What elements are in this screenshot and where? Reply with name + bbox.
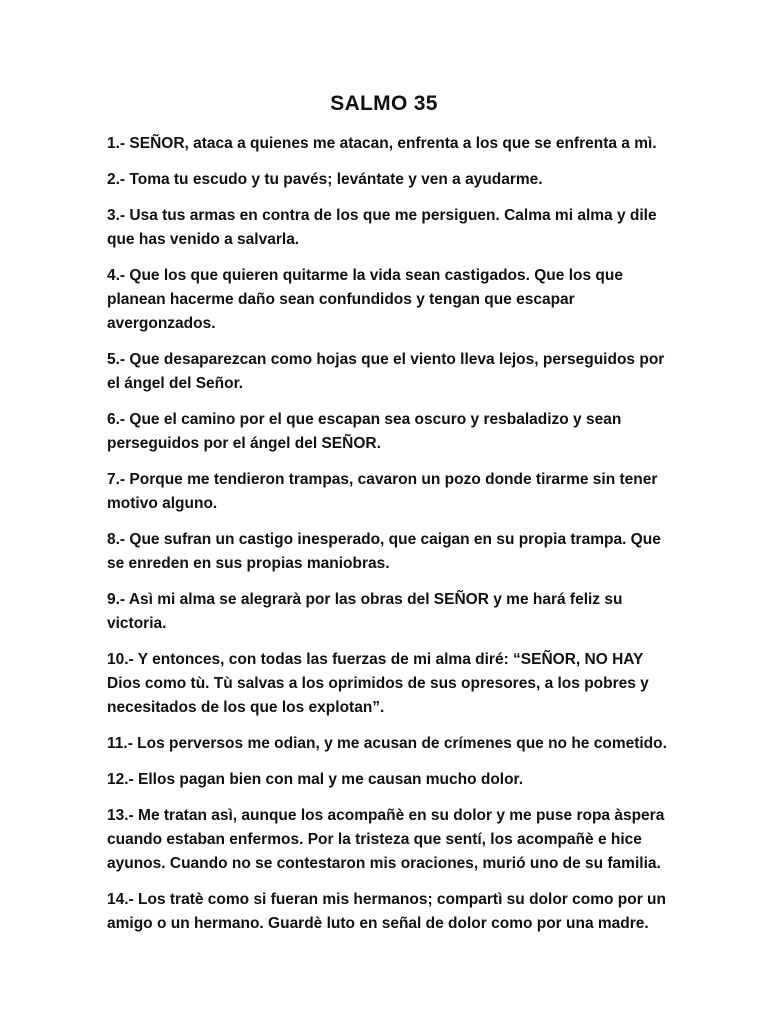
verse-text: Me tratan asì, aunque los acompañè en su dolor y me puse ropa àspera cuando estaban enfermos. Por la tristeza que sentí, los acompañè e hice ayunos. Cuando no se contestaron mis oraciones, murió uno de su familia. (107, 807, 665, 872)
verse-9 (107, 588, 667, 636)
verse-13 (107, 804, 667, 876)
verse-number: 7.- (107, 471, 126, 488)
verse-12 (107, 768, 667, 792)
verse-number: 11.- (107, 735, 133, 752)
verse-6 (107, 408, 667, 456)
verse-number: 10.- (107, 651, 134, 668)
verse-7 (107, 468, 667, 516)
verse-number: 5.- (107, 351, 126, 368)
verse-number: 3.- (107, 207, 126, 224)
page-title: SALMO 35 (330, 92, 438, 115)
verse-text: Que los que quieren quitarme la vida sean castigados. Que los que planean hacerme daño sean confundidos y tengan que escapar avergonzados. (107, 267, 623, 332)
verse-list (107, 132, 667, 948)
verse-number: 8.- (107, 531, 126, 548)
verse-text: Porque me tendieron trampas, cavaron un pozo donde tirarme sin tener motivo alguno. (107, 471, 658, 512)
verse-number: 1.- (107, 135, 126, 152)
verse-text: Que desaparezcan como hojas que el viento lleva lejos, perseguidos por el ángel del Señor. (107, 351, 665, 392)
verse-text: Y entonces, con todas las fuerzas de mi alma diré: “SEÑOR, NO HAY Dios como tù. Tù salvas a los oprimidos de sus opresores, a los pobres y necesitados de los que los explotan”. (107, 651, 649, 716)
verse-text: Que el camino por el que escapan sea oscuro y resbaladizo y sean perseguidos por el ángel del SEÑOR. (107, 411, 622, 452)
verse-text: Toma tu escudo y tu pavés; levántate y ven a ayudarme. (129, 171, 543, 188)
verse-text: Que sufran un castigo inesperado, que caigan en su propia trampa. Que se enreden en sus propias maniobras. (107, 531, 661, 572)
verse-4 (107, 264, 667, 336)
verse-text: Asì mi alma se alegrarà por las obras del SEÑOR y me hará feliz su victoria. (107, 591, 623, 632)
verse-8 (107, 528, 667, 576)
verse-number: 9.- (107, 591, 126, 608)
verse-number: 2.- (107, 171, 126, 188)
verse-text: Los tratè como si fueran mis hermanos; compartì su dolor como por un amigo o un hermano. Guardè luto en señal de dolor como por una madre. (107, 891, 666, 932)
verse-text: Ellos pagan bien con mal y me causan mucho dolor. (138, 771, 524, 788)
verse-number: 12.- (107, 771, 134, 788)
verse-5 (107, 348, 667, 396)
verse-number: 14.- (107, 891, 134, 908)
verse-11 (107, 732, 667, 756)
verse-text: Los perversos me odian, y me acusan de crímenes que no he cometido. (137, 735, 667, 752)
verse-2 (107, 168, 667, 192)
verse-number: 4.- (107, 267, 126, 284)
verse-number: 6.- (107, 411, 126, 428)
verse-14 (107, 888, 667, 936)
verse-number: 13.- (107, 807, 134, 824)
verse-text: SEÑOR, ataca a quienes me atacan, enfrenta a los que se enfrenta a mì. (129, 135, 657, 152)
verse-1 (107, 132, 667, 156)
verse-text: Usa tus armas en contra de los que me persiguen. Calma mi alma y dile que has venido a salvarla. (107, 207, 657, 248)
verse-3 (107, 204, 667, 252)
verse-10 (107, 648, 667, 720)
